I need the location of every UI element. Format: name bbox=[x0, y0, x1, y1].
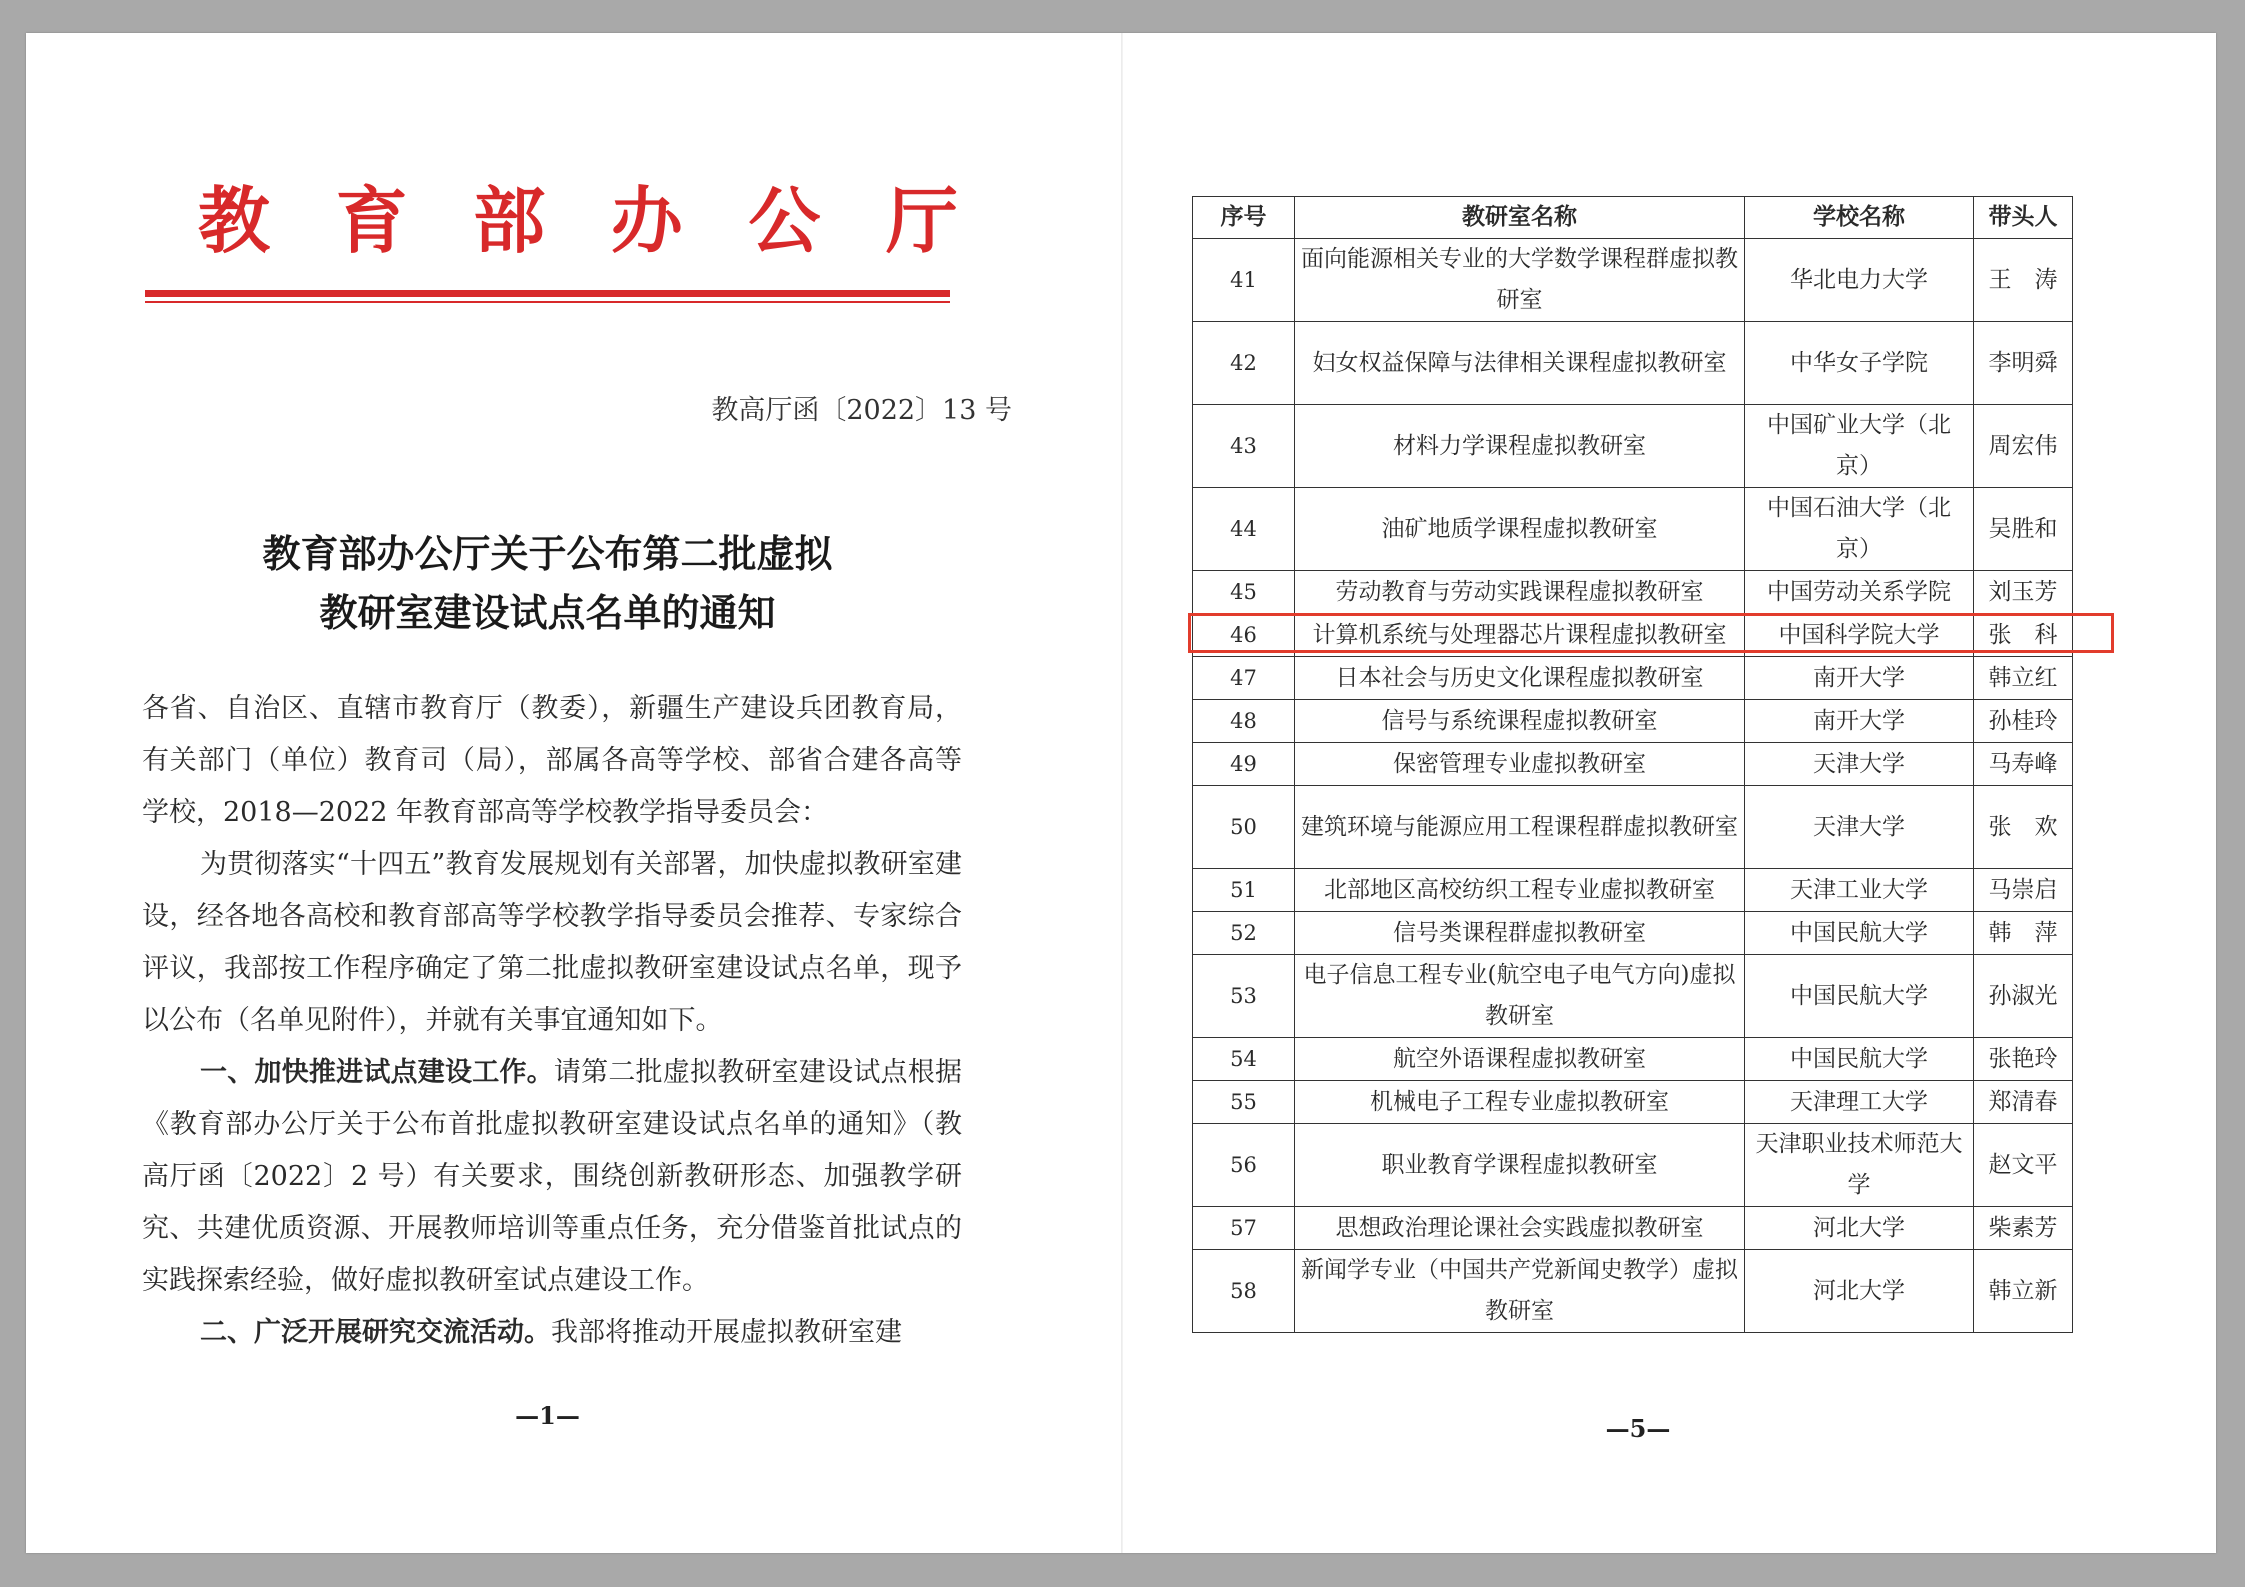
document-title bbox=[145, 525, 950, 643]
document-number: 教高厅函〔2022〕13 号 bbox=[711, 395, 1012, 426]
row-lab-name: 机械电子工程专业虚拟教研室 bbox=[1295, 1081, 1745, 1124]
row-leader: 周宏伟 bbox=[1974, 405, 2073, 488]
row-school: 中华女子学院 bbox=[1745, 322, 1974, 405]
issuer-char: 办 bbox=[610, 178, 683, 263]
row-lab-name: 信号与系统课程虚拟教研室 bbox=[1295, 700, 1745, 743]
intro-paragraph: 为贯彻落实“十四五”教育发展规划有关部署，加快虚拟教研室建设，经各地各高校和教育部高等学校教学指导委员会推荐、专家综合评议，我部按工作程序确定了第二批虚拟教研室建设试点名单，现予以公布（名单见附件），并就有关事宜通知如下。 bbox=[142, 849, 962, 1036]
row-school: 南开大学 bbox=[1745, 657, 1974, 700]
table-row bbox=[1193, 657, 2073, 700]
table-row bbox=[1193, 1081, 2073, 1124]
row-school: 中国石油大学（北京） bbox=[1745, 488, 1974, 571]
section-1-heading: 一、加快推进试点建设工作。 bbox=[200, 1057, 554, 1088]
row-school: 天津理工大学 bbox=[1745, 1081, 1974, 1124]
table-row bbox=[1193, 1250, 2073, 1333]
row-number: 51 bbox=[1193, 869, 1295, 912]
row-leader: 刘玉芳 bbox=[1974, 571, 2073, 614]
row-leader: 孙桂玲 bbox=[1974, 700, 2073, 743]
row-lab-name: 思想政治理论课社会实践虚拟教研室 bbox=[1295, 1207, 1745, 1250]
page-gutter bbox=[1121, 33, 1123, 1553]
issuer-char: 部 bbox=[473, 178, 546, 263]
row-number: 52 bbox=[1193, 912, 1295, 955]
row-school: 天津大学 bbox=[1745, 743, 1974, 786]
row-lab-name: 建筑环境与能源应用工程课程群虚拟教研室 bbox=[1295, 786, 1745, 869]
row-lab-name: 信号类课程群虚拟教研室 bbox=[1295, 912, 1745, 955]
section-1-body: 请第二批虚拟教研室建设试点根据《教育部办公厅关于公布首批虚拟教研室建设试点名单的通知》（教高厅函〔2022〕2 号）有关要求，围绕创新教研形态、加强教学研究、共建优质资源、开展教师培训等重点任务，充分借鉴首批试点的实践探索经验，做好虚拟教研室试点建设工作。 bbox=[142, 1057, 963, 1296]
issuer-char: 育 bbox=[335, 178, 408, 263]
row-school: 南开大学 bbox=[1745, 700, 1974, 743]
issuer-char: 公 bbox=[748, 178, 821, 263]
row-lab-name: 面向能源相关专业的大学数学课程群虚拟教研室 bbox=[1295, 239, 1745, 322]
row-school: 华北电力大学 bbox=[1745, 239, 1974, 322]
row-number: 55 bbox=[1193, 1081, 1295, 1124]
section-1-paragraph bbox=[142, 1047, 962, 1307]
row-number: 46 bbox=[1193, 614, 1295, 657]
row-school: 天津职业技术师范大学 bbox=[1745, 1124, 1974, 1207]
row-leader: 韩 萍 bbox=[1974, 912, 2073, 955]
table-row bbox=[1193, 955, 2073, 1038]
row-school: 中国科学院大学 bbox=[1745, 614, 1974, 657]
row-school: 天津工业大学 bbox=[1745, 869, 1974, 912]
row-lab-name: 航空外语课程虚拟教研室 bbox=[1295, 1038, 1745, 1081]
row-number: 42 bbox=[1193, 322, 1295, 405]
table-row bbox=[1193, 1124, 2073, 1207]
section-2-heading: 二、广泛开展研究交流活动。 bbox=[200, 1317, 551, 1348]
row-leader: 王 涛 bbox=[1974, 239, 2073, 322]
page-number-right: —5— bbox=[1605, 1414, 1671, 1443]
row-lab-name: 妇女权益保障与法律相关课程虚拟教研室 bbox=[1295, 322, 1745, 405]
row-number: 43 bbox=[1193, 405, 1295, 488]
issuer-char: 教 bbox=[198, 178, 271, 263]
table-row bbox=[1193, 239, 2073, 322]
row-number: 48 bbox=[1193, 700, 1295, 743]
row-leader: 马寿峰 bbox=[1974, 743, 2073, 786]
row-number: 53 bbox=[1193, 955, 1295, 1038]
table-row bbox=[1193, 912, 2073, 955]
row-number: 56 bbox=[1193, 1124, 1295, 1207]
salutation-paragraph: 各省、自治区、直辖市教育厅（教委），新疆生产建设兵团教育局，有关部门（单位）教育司（局），部属各高等学校、部省合建各高等学校，2018—2022 年教育部高等学校教学指导委员会： bbox=[142, 693, 962, 828]
row-lab-name: 新闻学专业（中国共产党新闻史教学）虚拟教研室 bbox=[1295, 1250, 1745, 1333]
header-leader: 带头人 bbox=[1974, 197, 2073, 239]
row-school: 中国民航大学 bbox=[1745, 912, 1974, 955]
row-number: 41 bbox=[1193, 239, 1295, 322]
row-lab-name: 保密管理专业虚拟教研室 bbox=[1295, 743, 1745, 786]
table-row bbox=[1193, 614, 2073, 657]
table-row bbox=[1193, 322, 2073, 405]
table-row bbox=[1193, 405, 2073, 488]
table-row bbox=[1193, 488, 2073, 571]
row-school: 天津大学 bbox=[1745, 786, 1974, 869]
row-leader: 张 欢 bbox=[1974, 786, 2073, 869]
red-divider-thin bbox=[145, 301, 950, 303]
row-leader: 马崇启 bbox=[1974, 869, 2073, 912]
table-row bbox=[1193, 869, 2073, 912]
row-school: 中国矿业大学（北京） bbox=[1745, 405, 1974, 488]
table-row bbox=[1193, 1207, 2073, 1250]
row-number: 49 bbox=[1193, 743, 1295, 786]
row-number: 50 bbox=[1193, 786, 1295, 869]
row-leader: 韩立新 bbox=[1974, 1250, 2073, 1333]
row-leader: 孙淑光 bbox=[1974, 955, 2073, 1038]
row-lab-name: 日本社会与历史文化课程虚拟教研室 bbox=[1295, 657, 1745, 700]
header-school: 学校名称 bbox=[1745, 197, 1974, 239]
title-line-1: 教育部办公厅关于公布第二批虚拟 bbox=[262, 532, 833, 576]
row-number: 57 bbox=[1193, 1207, 1295, 1250]
table-row bbox=[1193, 786, 2073, 869]
issuer-char: 厅 bbox=[885, 178, 958, 263]
title-line-2: 教研室建设试点名单的通知 bbox=[319, 591, 776, 635]
row-leader: 张艳玲 bbox=[1974, 1038, 2073, 1081]
row-lab-name: 北部地区高校纺织工程专业虚拟教研室 bbox=[1295, 869, 1745, 912]
issuer-heading bbox=[198, 160, 958, 270]
row-number: 45 bbox=[1193, 571, 1295, 614]
row-lab-name: 材料力学课程虚拟教研室 bbox=[1295, 405, 1745, 488]
row-leader: 赵文平 bbox=[1974, 1124, 2073, 1207]
row-school: 中国民航大学 bbox=[1745, 1038, 1974, 1081]
row-number: 54 bbox=[1193, 1038, 1295, 1081]
table-row bbox=[1193, 1038, 2073, 1081]
row-school: 河北大学 bbox=[1745, 1207, 1974, 1250]
row-leader: 郑清春 bbox=[1974, 1081, 2073, 1124]
row-lab-name: 职业教育学课程虚拟教研室 bbox=[1295, 1124, 1745, 1207]
table-header-row bbox=[1193, 197, 2073, 239]
header-number: 序号 bbox=[1193, 197, 1295, 239]
row-lab-name: 计算机系统与处理器芯片课程虚拟教研室 bbox=[1295, 614, 1745, 657]
row-school: 中国劳动关系学院 bbox=[1745, 571, 1974, 614]
row-number: 47 bbox=[1193, 657, 1295, 700]
table-row-highlighted bbox=[1193, 571, 2073, 614]
document-body bbox=[142, 683, 962, 1359]
red-divider-thick bbox=[145, 290, 950, 297]
row-number: 44 bbox=[1193, 488, 1295, 571]
row-leader: 吴胜和 bbox=[1974, 488, 2073, 571]
table-row bbox=[1193, 743, 2073, 786]
row-number: 58 bbox=[1193, 1250, 1295, 1333]
row-lab-name: 油矿地质学课程虚拟教研室 bbox=[1295, 488, 1745, 571]
row-school: 中国民航大学 bbox=[1745, 955, 1974, 1038]
row-school: 河北大学 bbox=[1745, 1250, 1974, 1333]
table-row bbox=[1193, 700, 2073, 743]
row-lab-name: 电子信息工程专业(航空电子电气方向)虚拟教研室 bbox=[1295, 955, 1745, 1038]
row-leader: 柴素芳 bbox=[1974, 1207, 2073, 1250]
page-number-left: —1— bbox=[515, 1401, 580, 1430]
row-lab-name: 劳动教育与劳动实践课程虚拟教研室 bbox=[1295, 571, 1745, 614]
roster-table bbox=[1192, 196, 2073, 1333]
row-leader: 张 科 bbox=[1974, 614, 2073, 657]
section-2-paragraph bbox=[142, 1307, 962, 1359]
row-leader: 韩立红 bbox=[1974, 657, 2073, 700]
row-leader: 李明舜 bbox=[1974, 322, 2073, 405]
header-lab-name: 教研室名称 bbox=[1295, 197, 1745, 239]
section-2-body: 我部将推动开展虚拟教研室建 bbox=[551, 1317, 902, 1348]
